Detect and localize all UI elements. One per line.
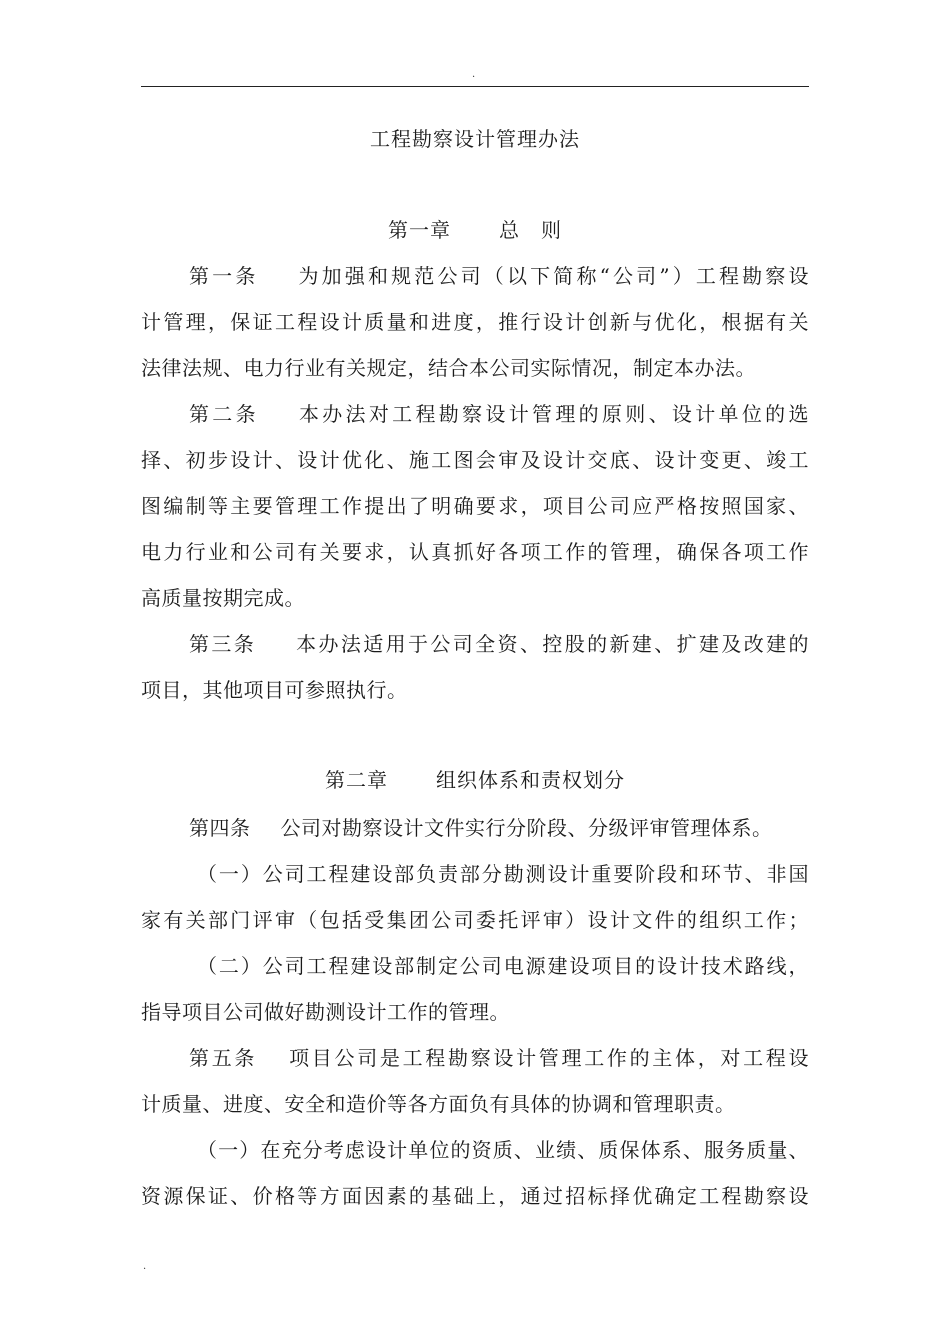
chapter-heading-2: [141, 765, 809, 795]
article-4-item-2-line-1: （二）公司工程建设部制定公司电源建设项目的设计技术路线，: [197, 954, 809, 978]
article-label: 第四条: [189, 816, 251, 840]
chapter-1-body: [141, 253, 809, 713]
chapter-number: 第二章: [325, 768, 388, 792]
chapter-name: 总 则: [499, 218, 562, 242]
article-2-line-4: 电力行业和公司有关要求，认真抓好各项工作的管理，确保各项工作: [141, 540, 809, 564]
header-rule: [141, 86, 809, 87]
article-3-line-2: 项目，其他项目可参照执行。: [141, 678, 408, 702]
article-label: 第二条: [189, 402, 259, 426]
header-mark: .: [472, 69, 476, 80]
article-4-item-2-line-2: 指导项目公司做好勘测设计工作的管理。: [141, 1000, 510, 1024]
article-5-line-2: 计质量、进度、安全和造价等各方面负有具体的协调和管理职责。: [141, 1092, 736, 1116]
article-label: 第一条: [189, 264, 259, 288]
article-2-line-3: 图编制等主要管理工作提出了明确要求，项目公司应严格按照国家、: [141, 494, 809, 518]
article-1-line-2: 计管理，保证工程设计质量和进度，推行设计创新与优化，根据有关: [141, 310, 809, 334]
footer-mark: .: [143, 1261, 147, 1272]
article-1-line-1: 第一条 为加强和规范公司（以下简称“公司”）工程勘察设: [189, 264, 810, 288]
article-2-line-1: 第二条 本办法对工程勘察设计管理的原则、设计单位的选: [189, 402, 809, 426]
chapter-heading-1: [141, 215, 809, 245]
article-5-item-1-line-2: 资源保证、价格等方面因素的基础上，通过招标择优确定工程勘察设: [141, 1184, 809, 1208]
article-4-item-1-line-2: 家有关部门评审（包括受集团公司委托评审）设计文件的组织工作；: [141, 908, 809, 932]
article-1-line-3: 法律法规、电力行业有关规定，结合本公司实际情况，制定本办法。: [141, 356, 756, 380]
article-4-line-1: 第四条 公司对勘察设计文件实行分阶段、分级评审管理体系。: [189, 816, 773, 840]
article-4-item-1-line-1: （一）公司工程建设部负责部分勘测设计重要阶段和环节、非国: [197, 862, 809, 886]
article-5-line-1: 第五条 项目公司是工程勘察设计管理工作的主体，对工程设: [189, 1046, 810, 1070]
article-label: 第三条: [189, 632, 257, 656]
chapter-2-body: [141, 805, 809, 1219]
document-title: 工程勘察设计管理办法: [370, 127, 580, 151]
article-label: 第五条: [189, 1046, 258, 1070]
article-2-line-5: 高质量按期完成。: [141, 586, 305, 610]
article-3-line-1: 第三条 本办法适用于公司全资、控股的新建、扩建及改建的: [189, 632, 810, 656]
chapter-number: 第一章: [388, 218, 451, 242]
article-5-item-1-line-1: （一）在充分考虑设计单位的资质、业绩、质保体系、服务质量、: [197, 1138, 809, 1162]
article-2-line-2: 择、初步设计、设计优化、施工图会审及设计交底、设计变更、竣工: [141, 448, 809, 472]
chapter-name: 组织体系和责权划分: [436, 768, 625, 792]
